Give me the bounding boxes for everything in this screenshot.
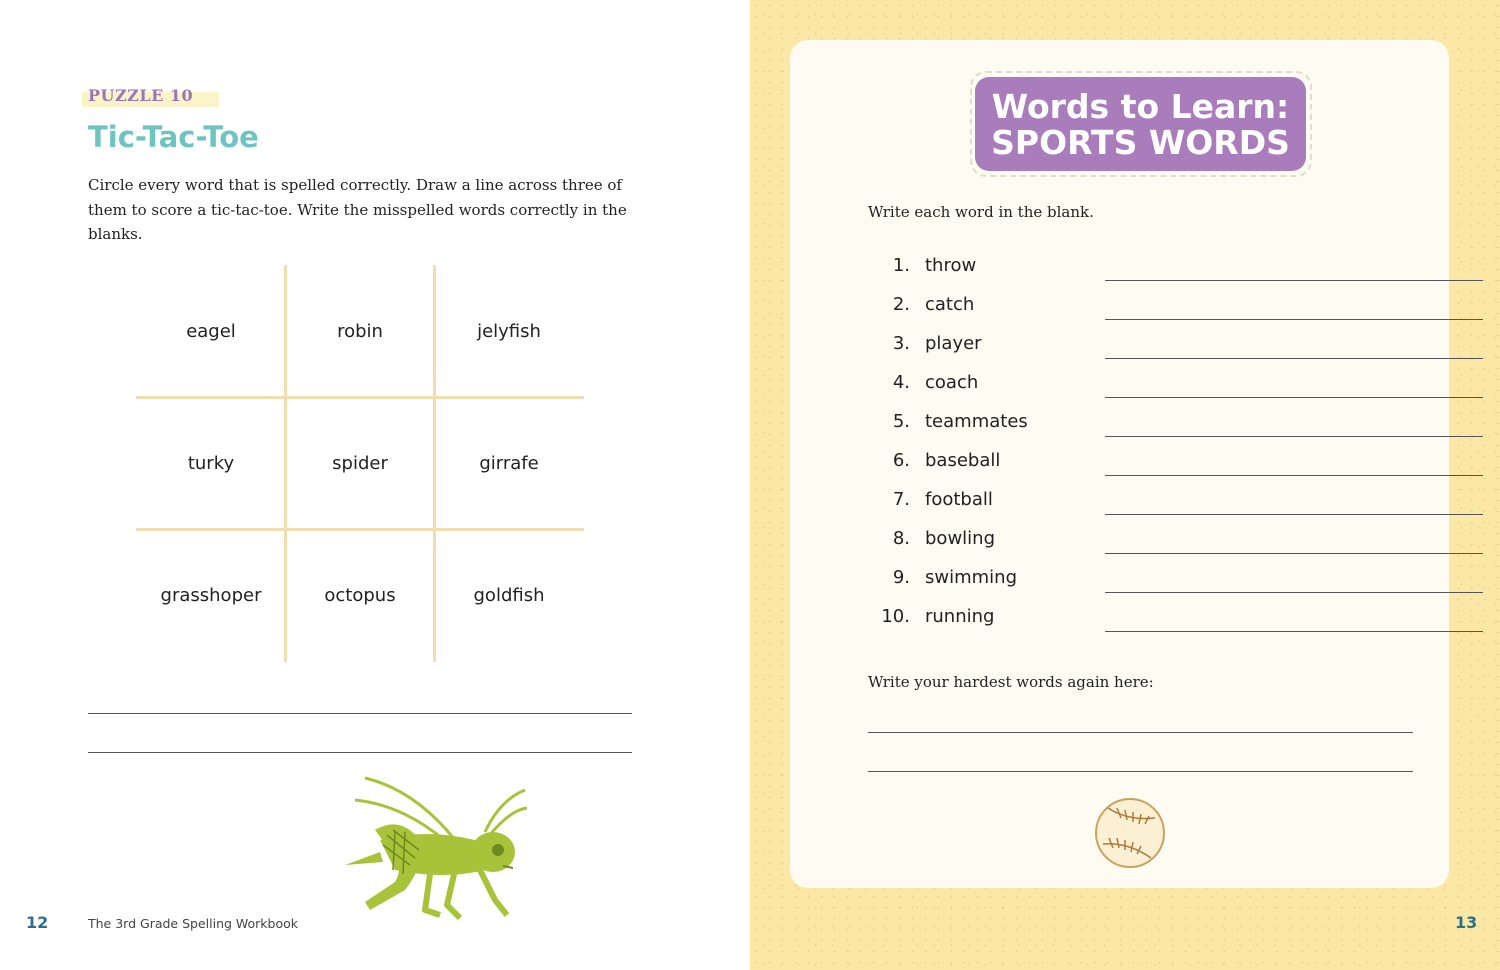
hardest-word-blank[interactable]	[868, 771, 1413, 772]
spelling-word: teammates	[925, 411, 1028, 432]
word-row	[860, 450, 1420, 480]
banner-title-line2: SPORTS WORDS	[991, 123, 1290, 162]
word-instruction: Write each word in the blank.	[868, 203, 1094, 221]
spelling-word: bowling	[925, 528, 995, 549]
word-number: 1.	[892, 255, 910, 276]
page-number: 13	[1455, 913, 1478, 932]
word-blank[interactable]	[1105, 514, 1483, 515]
grid-cell-word[interactable]: spider	[332, 453, 388, 474]
grid-cell-word[interactable]: eagel	[186, 321, 236, 342]
puzzle-label: PUZZLE 10	[88, 86, 194, 105]
word-blank[interactable]	[1105, 553, 1483, 554]
word-row	[860, 411, 1420, 441]
word-number: 2.	[892, 294, 910, 315]
word-number: 7.	[892, 489, 910, 510]
word-row	[860, 255, 1420, 285]
word-number: 4.	[892, 372, 910, 393]
spelling-word: running	[925, 606, 995, 627]
word-row	[860, 333, 1420, 363]
puzzle-title: Tic-Tac-Toe	[88, 120, 259, 154]
word-blank[interactable]	[1105, 280, 1483, 281]
spelling-word: player	[925, 333, 982, 354]
title-banner	[975, 77, 1306, 171]
spelling-word: coach	[925, 372, 979, 393]
word-row	[860, 606, 1420, 636]
grid-horizontal-line	[136, 396, 584, 399]
word-number: 5.	[892, 411, 910, 432]
hardest-words-prompt: Write your hardest words again here:	[868, 673, 1154, 691]
word-blank[interactable]	[1105, 475, 1483, 476]
grid-cell-word[interactable]: jelyfish	[477, 321, 541, 342]
hardest-word-blank[interactable]	[868, 732, 1413, 733]
word-row	[860, 372, 1420, 402]
spelling-word: swimming	[925, 567, 1018, 588]
word-row	[860, 489, 1420, 519]
word-blank[interactable]	[1105, 358, 1483, 359]
grid-cell-word[interactable]: robin	[337, 321, 383, 342]
spelling-word: football	[925, 489, 993, 510]
word-blank[interactable]	[1105, 319, 1483, 320]
banner-title-line1: Words to Learn:	[991, 87, 1290, 126]
worksheet-card	[790, 40, 1449, 888]
word-blank[interactable]	[1105, 436, 1483, 437]
grid-cell-word[interactable]: grasshoper	[160, 585, 262, 606]
footer-book-title: The 3rd Grade Spelling Workbook	[88, 916, 299, 931]
grid-horizontal-line	[136, 528, 584, 531]
word-blank[interactable]	[1105, 397, 1483, 398]
grid-cell-word[interactable]: goldfish	[473, 585, 545, 606]
right-page	[750, 0, 1500, 970]
word-number: 10.	[881, 606, 910, 627]
word-number: 8.	[892, 528, 910, 549]
word-number: 9.	[892, 567, 910, 588]
puzzle-instructions: Circle every word that is spelled correctly. Draw a line across three of them to score a tic-tac-toe. Write the misspelled words correctly in the blanks.	[88, 176, 627, 243]
baseball-icon	[1093, 796, 1167, 870]
page-number: 12	[26, 913, 49, 932]
grid-cell-word[interactable]: turky	[187, 453, 235, 474]
grid-cell-word[interactable]: girrafe	[479, 453, 539, 474]
answer-blank[interactable]	[88, 752, 632, 753]
grasshopper-illustration	[335, 770, 535, 925]
word-blank[interactable]	[1105, 631, 1483, 632]
word-row	[860, 294, 1420, 324]
answer-blank[interactable]	[88, 713, 632, 714]
word-row	[860, 528, 1420, 558]
word-number: 6.	[892, 450, 910, 471]
word-blank[interactable]	[1105, 592, 1483, 593]
spelling-word: baseball	[925, 450, 1001, 471]
spelling-word: catch	[925, 294, 975, 315]
word-number: 3.	[892, 333, 910, 354]
word-row	[860, 567, 1420, 597]
spelling-word: throw	[925, 255, 977, 276]
grid-cell-word[interactable]: octopus	[324, 585, 396, 606]
